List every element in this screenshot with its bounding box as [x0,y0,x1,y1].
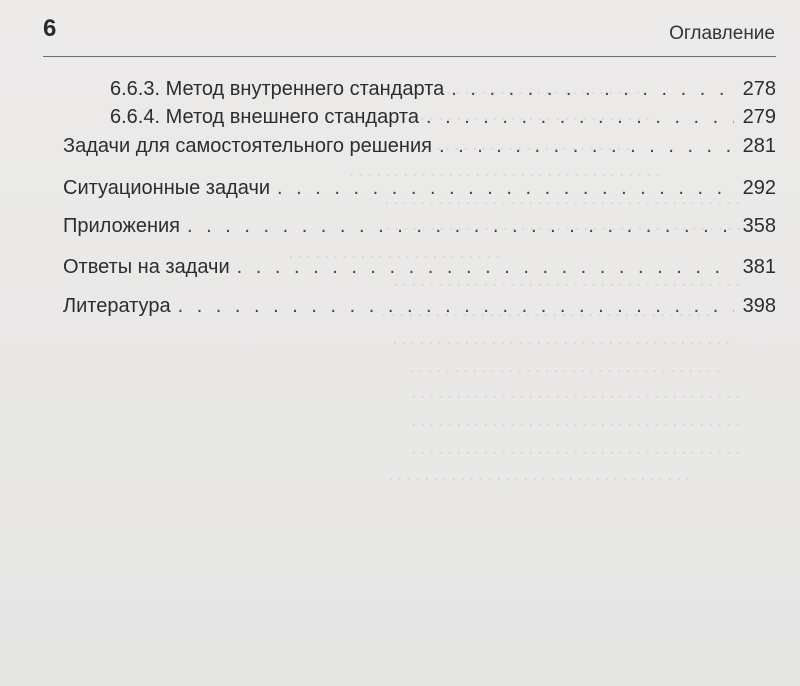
toc-dot-leader [439,134,734,158]
toc-dot-leader [178,294,734,318]
toc-entry [63,214,776,238]
show-through-texture: . . . . . . . . . . . . . . . . . . . . . . . . . . . . . . . . . . . . . . . . . . . . . . . . . . . . . . . . . . . . . . . . . . . . . . . . . . . . . . . . . . . . . . . . . . . . . . . . . . . . . . . . . . . . . . . . . . . . . . . . . . . . . . . . . . . . . . . . . . . . . . . . . . . . . . . . . . . . . . . . . . . . . . . . . . . . . . . . . . . . . . . . . . . . . . . . . . . . . . . . . . . . . . . . . . . . . . . . . . . . . . . . . . . . . . . . . . . . . . . . . . . . . . . . . . . . . . . . . . . . . . . . . . . . . . . . . . . . . . . . . . . . . . . . . . . . . . . . . . . . . . . . . . . . . . . . . . . . . . . . . . . . . . . . . . . . . . . . . . . . . . . . . . . . . . . . . . . . . . . . . . . . . . . . . . . . . . . . . . . . . . . . . . . . . . . . . . . . . . . . . . . . . . . . . . . . . . . . . . . . . . . . . . . . . . . . . . . . . . . . . . . . . . . . . . . . . . . . . . . . . . . . . . . . . . . . . . . . . . . . . . . . . . . . . . . . . . . . . . . . . . . . . . . . . . . . . . . . . . . . . . . . . . . . . [288,78,750,484]
toc-entry-title: 6.6.3. Метод внутреннего стандарта [110,78,445,100]
toc-dot-leader [237,255,734,279]
toc-entry-page: 358 [742,215,776,237]
toc-entry-page: 278 [742,78,776,100]
toc-entry [63,176,776,200]
toc-entry-title: Приложения [63,215,181,237]
toc-dot-leader [277,176,734,200]
toc-dot-leader [451,77,734,101]
toc-entry-page: 279 [742,106,776,128]
toc-entry [63,294,776,318]
toc-entry-page: 381 [742,256,776,278]
toc-entry [63,134,776,158]
toc-dot-leader [426,105,734,129]
toc-entry [63,255,776,279]
toc-entry [110,105,776,129]
toc-entry-page: 398 [742,295,776,317]
toc-entry-page: 292 [742,177,776,199]
toc-dot-leader [187,214,734,238]
page-number: 6 [43,15,57,42]
toc-entry-title: Литература [63,295,171,317]
toc-entry-title: 6.6.4. Метод внешнего стандарта [110,106,419,128]
running-header-title: Оглавление [669,23,775,44]
toc-entry-title: Задачи для самостоятельного решения [63,135,432,157]
toc-entry-page: 281 [742,135,776,157]
toc-entry [110,77,776,101]
toc-entry-title: Ответы на задачи [63,256,230,278]
toc-entry-title: Ситуационные задачи [63,177,271,199]
